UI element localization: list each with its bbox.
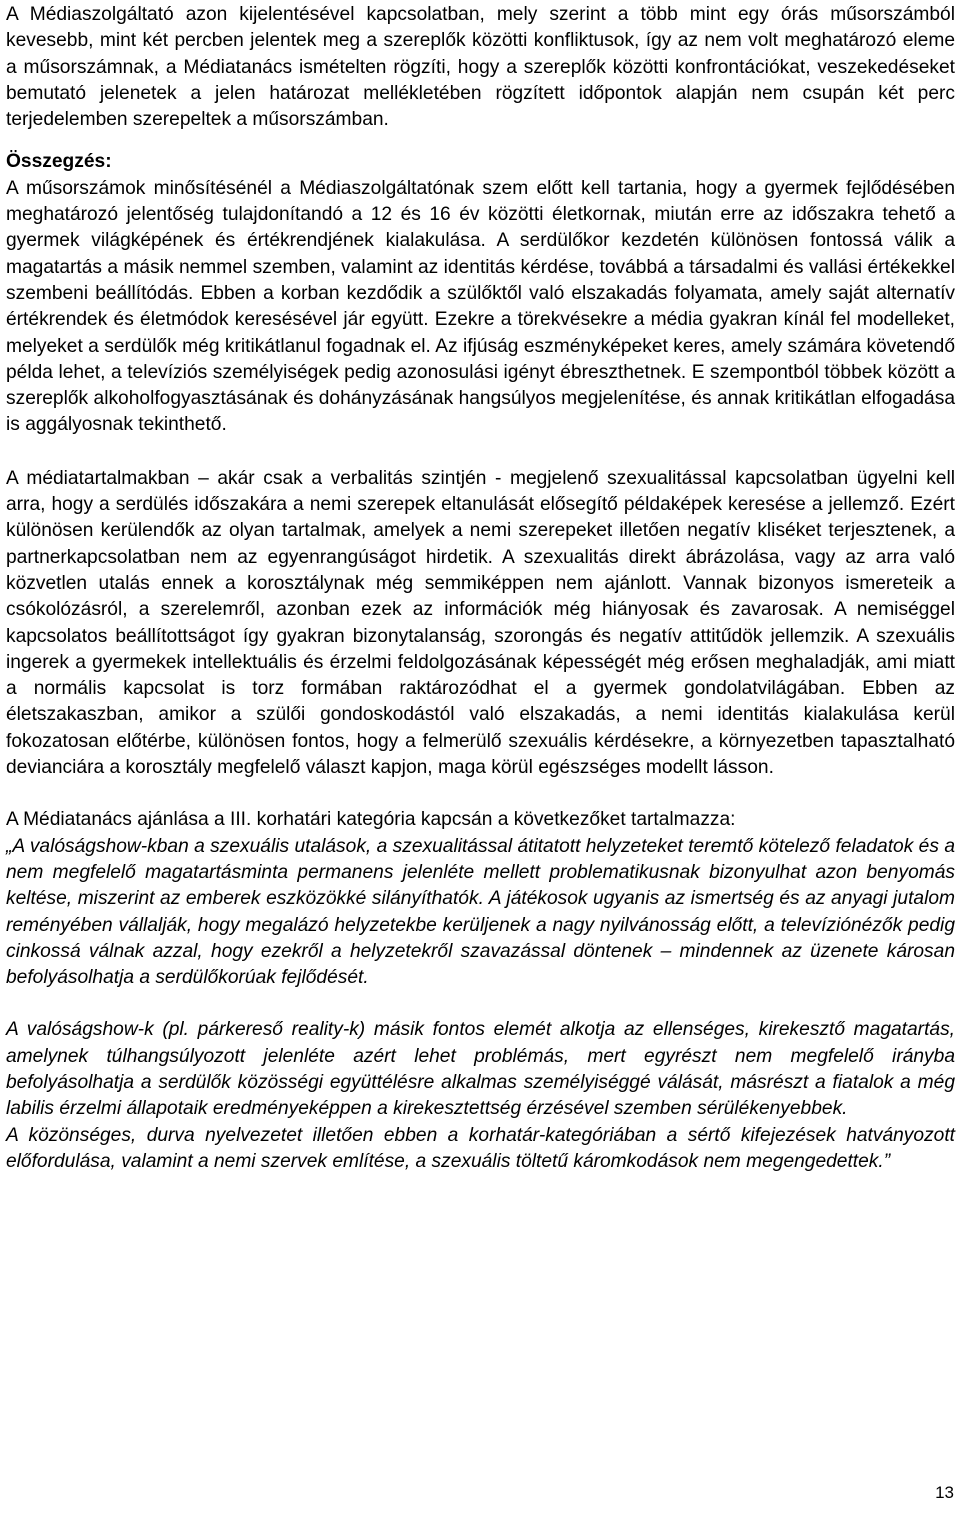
quote-paragraph-3: A közönséges, durva nyelvezetet illetően ebben a korhatár-kategóriában a sértő kifejezések hatványozott előfordulása, valamint a nemi szervek említése, a szexuális töltetű káromkodások nem megengedettek.” — [6, 1124, 955, 1172]
quote-paragraph-2: A valóságshow-k (pl. párkereső reality-k) másik fontos elemét alkotja az ellenséges, kirekesztő magatartás, amelynek túlhangsúlyozott jelenléte azért lehet problémás, mert egyrészt nem megfelelő irányba befolyásolhatja a serdülők közösségi együttélésre alkalmas személyiséggé válását, másrészt a fiatalok a még labilis érzelmi állapotaik eredményeképpen a kirekesztettség érzésével szemben sérülékenyebbek. — [6, 1019, 955, 1120]
intro-paragraph: A Médiaszolgáltató azon kijelentésével kapcsolatban, mely szerint a több mint egy órás műsorszámból kevesebb, mint két percben jelentek meg a szereplők közötti konfliktusok, így az nem volt meghatározó eleme a műsorszámnak, a Médiatanács ismételten rögzíti, hogy a szereplők közötti konfrontációkat, veszekedéseket bemutató jelenetek a jelen határozat mellékletében rögzített időpontok alapján nem csupán két perc terjedelemben szerepeltek a műsorszámban. — [6, 4, 955, 131]
summary-heading: Összegzés: — [6, 151, 112, 173]
document-page — [6, 0, 955, 1175]
media-content-paragraph: A médiatartalmakban ‒ akár csak a verbalitás szintjén - megjelenő szexualitással kapcsolatban ügyelni kell arra, hogy a serdülés időszakára a nemi szerepek eltanulását elősegítő példaképek keresése a jellemző. Ezért különösen kerülendők az olyan tartalmak, amelyek a nemi szerepeket illetően negatív kliséket terjesztenek, a partnerkapcsolatban nem az egyenrangúságot hirdetik. A szexualitás direkt ábrázolása, vagy az arra való közvetlen utalás ennek a korosztálynak még semmiképpen nem ajánlott. Vannak bizonyos ismereteik a csókolózásról, a szerelemről, azonban ezek az információk még hiányosak és zavarosak. A nemiséggel kapcsolatos beállítottságot így gyakran bizonytalanság, szorongás és negatív attitűdök jellemzik. A szexuális ingerek a gyermekek intellektuális és érzelmi feldolgozásának képességét még erősen meghaladják, ami miatt a normális kapcsolat is torz formában raktározódhat el a gyermek gondolatvilágában. Ebben az életszakaszban, amikor a szülői gondoskodástól való elszakadás, a nemi identitás kialakulása kerül fokozatosan előtérbe, különösen fontos, hogy a felmerülő szexuális kérdésekre, a környezetben tapasztalható devianciára a korosztály megfelelő választ kapjon, maga körül egészséges modellt lásson. — [6, 467, 955, 779]
recommendation-lead: A Médiatanács ajánlása a III. korhatári kategória kapcsán a következőket tartalmazza: — [6, 809, 736, 831]
summary-paragraph: A műsorszámok minősítésénél a Médiaszolgáltatónak szem előtt kell tartania, hogy a gyermek fejlődésében meghatározó jelentőség tulajdonítandó a 12 és 16 év közötti életkornak, miután erre az időszakra tehető a gyermek világképének és értékrendjének kialakulása. A serdülőkor kezdetén különösen fontossá válik a magatartás a másik nemmel szemben, valamint az identitás kérdése, továbbá a társadalmi és vallási értékekkel szembeni beállítódás. Ebben a korban kezdődik a szülőktől való elszakadás folyamata, amely saját alternatív értékrendek és életmódok keresésével jár együtt. Ezekre a törekvésekre a média gyakran kínál fel modelleket, melyeket a serdülők még kritikátlanul fogadnak el. Az ifjúság eszményképeket keres, amely számára követendő példa lehet, a televíziós személyiségek pedig azonosulási igényt ébreszthetnek. E szempontból többek között a szereplők alkoholfogyasztásának és dohányzásának hangsúlyos megjelenítése, és annak kritikátlan elfogadása is aggályosnak tekinthető. — [6, 177, 955, 436]
page-number: 13 — [935, 1483, 954, 1502]
quote-paragraph-1: „A valóságshow-kban a szexuális utalások, a szexualitással átitatott helyzeteket teremtő kötelező feladatok és a nem megfelelő magatartásminta permanens jelenléte mellett problematikusnak bizonyulhat azon benyomás keltése, miszerint az emberek eszközökké silányíthatók. A játékosok ugyanis az ismertség és az anyagi jutalom reményében vállalják, hogy megalázó helyzetekbe kerüljenek a nagy nyilvánosság előtt, a televíziónézők pedig cinkossá válnak azzal, hogy ezekről a helyzetekről szavazással döntenek ‒ mindennek az üzenete károsan befolyásolhatja a serdülőkorúak fejlődését. — [6, 835, 955, 989]
